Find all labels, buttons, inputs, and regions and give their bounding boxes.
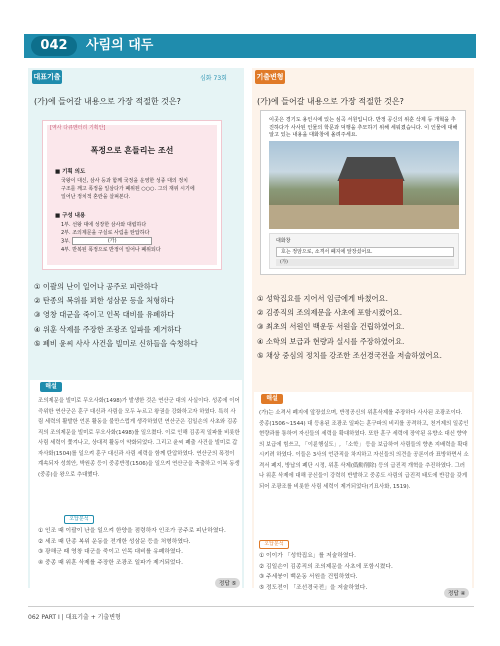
left-explanation: 조의제문을 빌미로 무오사화(1498)가 발생한 것은 연산군 대의 사실이다. 성종에 이어 즉위한 연산군은 훈구 대신과 사림을 모두 누르고 왕권을 강화하고자 하였다. 특히 사림 세력의 활발한 언론 활동을 불만스럽게 생각하였던 연산군은 김일손의 사초와 김종직의 조의제문을 빌미로 무오사화(1498)를 일으켰다. 이로 인해 김종직 일파를 비롯한 사림 세력이 쫓겨나고, 상대적 활동이 약화되었다. 그리고 윤씨 폐출 사건을 빌미로 갑자사화(1504)를 일으켜 훈구 대신과 사림 세력을 함께 탄압하였다. 연산군의 폭정이 계속되자 성희안, 박원종 등이 중종반정(1506)을 일으켜 연산군을 축출하고 이복 동생(중종)을 왕으로 추대했다. <box>38 398 240 478</box>
left-wrong-tag: 오답분석 <box>64 515 94 524</box>
choice[interactable]: ⑤ 폐비 윤씨 사사 사건을 빌미로 신하들을 숙청하다 <box>34 338 198 348</box>
choice[interactable]: ① 이괄의 난이 일어나 공주로 피란하다 <box>34 282 158 291</box>
seowon-photo <box>269 141 459 229</box>
left-tag: 대표기출 <box>32 70 62 84</box>
choice[interactable]: ③ 최초의 서원인 백운동 서원을 건립하였어요. <box>257 322 405 332</box>
blank-ga: (가) <box>72 237 152 245</box>
right-question: (가)에 들어갈 내용으로 가장 적절한 것은? <box>257 97 404 106</box>
right-answer-badge: 정답 ④ <box>444 588 469 598</box>
right-wrong-list: ① 이이가 「성학집요」를 저술하였다. ② 김일손이 김종직의 조의제문을 사초에 포함시켰다. ③ 주세붕이 백운동 서원을 건립하였다. ⑤ 정도전이 「조선경국전」을 저술하였다. <box>259 553 393 591</box>
right-choices <box>257 292 472 363</box>
right-exp-tag: 해설 <box>261 394 283 404</box>
source-label: 심화 73회 <box>200 75 227 82</box>
illustration-caption: 이곳은 경기도 용인시에 있는 심곡 서원입니다. 반정 공신의 위훈 삭제 등 개혁을 추진하다가 사사된 인물의 학문과 덕행을 추모하기 위해 세워졌습니다. 이 인물에 대해 알고 있는 내용을 대화창에 올려주세요. <box>269 117 458 138</box>
chat-title: 대화창 <box>276 238 291 244</box>
right-tag: 기출변형 <box>255 70 285 84</box>
doc-heading-intent: ■ 기획 의도 <box>55 169 86 175</box>
right-explanation: (가)는 소격서 폐지에 앞장섰으며, 반정공신의 위훈삭제를 주장하다 사사된 조광조이다. 중종(1506~1544) 대 등용된 조광조 일파는 훈구파의 비리를 공격하고, 천거제의 일종인 현량과를 통하여 자신들의 세력을 확대하였다. 또한 훈구 세력에 장악된 유향소 대신 향약의 보급에 힘쓰고, 「이륜행실도」, 「소학」 등을 보급하여 사림들의 향촌 지배력을 확대시키려 하였다. 이들은 3사의 언관직을 차지하고 자신들의 의견을 공론이라 표방하면서 소격서 폐지, 방납의 폐단 시정, 위훈 삭제(僞勳削除) 등의 급진적 개혁을 추진하였다. 그러나 위훈 삭제에 대해 공신들이 강력히 반발하고 중종도 사림의 급진적 태도에 반감을 갖게 되어 조광조를 비롯한 사림 세력이 제거되었다(기묘사화, 1519). <box>259 410 469 490</box>
left-wrong-list: ① 인조 때 이괄이 난을 일으켜 한양을 점령하자 인조가 공주로 피난하였다. ② 세조 때 단종 복위 운동을 전개한 성삼문 등을 처형하였다. ③ 광해군 때 영창 대군을 죽이고 인목 대비를 유폐하였다. ④ 중종 때 위훈 삭제를 주장한 조광조 일파가 제거되었다. <box>38 528 226 566</box>
chat-window <box>269 233 459 269</box>
choice[interactable]: ④ 위훈 삭제를 주장한 조광조 일파를 제거하다 <box>34 324 182 334</box>
doc-heading-parts: ■ 구성 내용 <box>55 213 86 219</box>
page-header <box>0 0 500 60</box>
doc-label: [역사 다큐멘터리 기획안] <box>50 125 106 131</box>
left-exp-tag: 해설 <box>40 382 62 392</box>
doc-parts: 1부. 선왕 대에 성장한 삼사와 대립하다 2부. 조의제문을 구실로 사림을 탄압하다 3부. (가) 4부. 반복된 폭정으로 반정이 일어나 폐위되다 <box>61 222 161 253</box>
section-number: 042 <box>31 36 77 56</box>
choice[interactable]: ① 성학집요를 지어서 임금에게 바쳤어요. <box>257 294 388 303</box>
doc-title: 폭정으로 흔들리는 조선 <box>90 146 174 155</box>
right-wrong-tag: 오답분석 <box>259 540 289 549</box>
choice[interactable]: ③ 영창 대군을 죽이고 인목 대비를 유폐하다 <box>34 310 175 320</box>
footer-divider <box>28 606 474 607</box>
left-choices <box>34 280 242 351</box>
left-question: (가)에 들어갈 내용으로 가장 적절한 것은? <box>34 97 181 106</box>
left-answer-badge: 정답 ⑤ <box>215 578 240 588</box>
choice[interactable]: ② 김종직의 조의제문을 사초에 포함시켰어요. <box>257 308 403 318</box>
documentary-plan <box>42 120 222 270</box>
page-footer: 062 PART Ⅰ | 대표기출 + 기출변형 <box>28 614 121 621</box>
section-title: 사림의 대두 <box>86 38 154 53</box>
chat-blank: (가) <box>276 259 454 266</box>
doc-intent: 국왕이 대신, 삼사 등과 함께 국정을 운영한 성종 대의 정치 구조를 깨고 폭정을 일삼다가 폐위된 ○○○. 그의 재위 시기에 일어난 정치적 혼란을 살펴본다. <box>61 178 195 200</box>
choice[interactable]: ④ 소학의 보급과 현량과 실시를 주장하였어요. <box>257 336 405 346</box>
seowon-illustration <box>260 110 466 275</box>
choice[interactable]: ⑤ 채상 중심의 정치를 강조한 조선경국전을 저술하였어요. <box>257 350 442 360</box>
choice[interactable]: ② 탄종의 복위를 꾀한 성삼문 등을 처형하다 <box>34 296 175 306</box>
chat-message: 호는 정암으로, 소격서 폐지에 앞장섰어요. <box>276 247 454 257</box>
